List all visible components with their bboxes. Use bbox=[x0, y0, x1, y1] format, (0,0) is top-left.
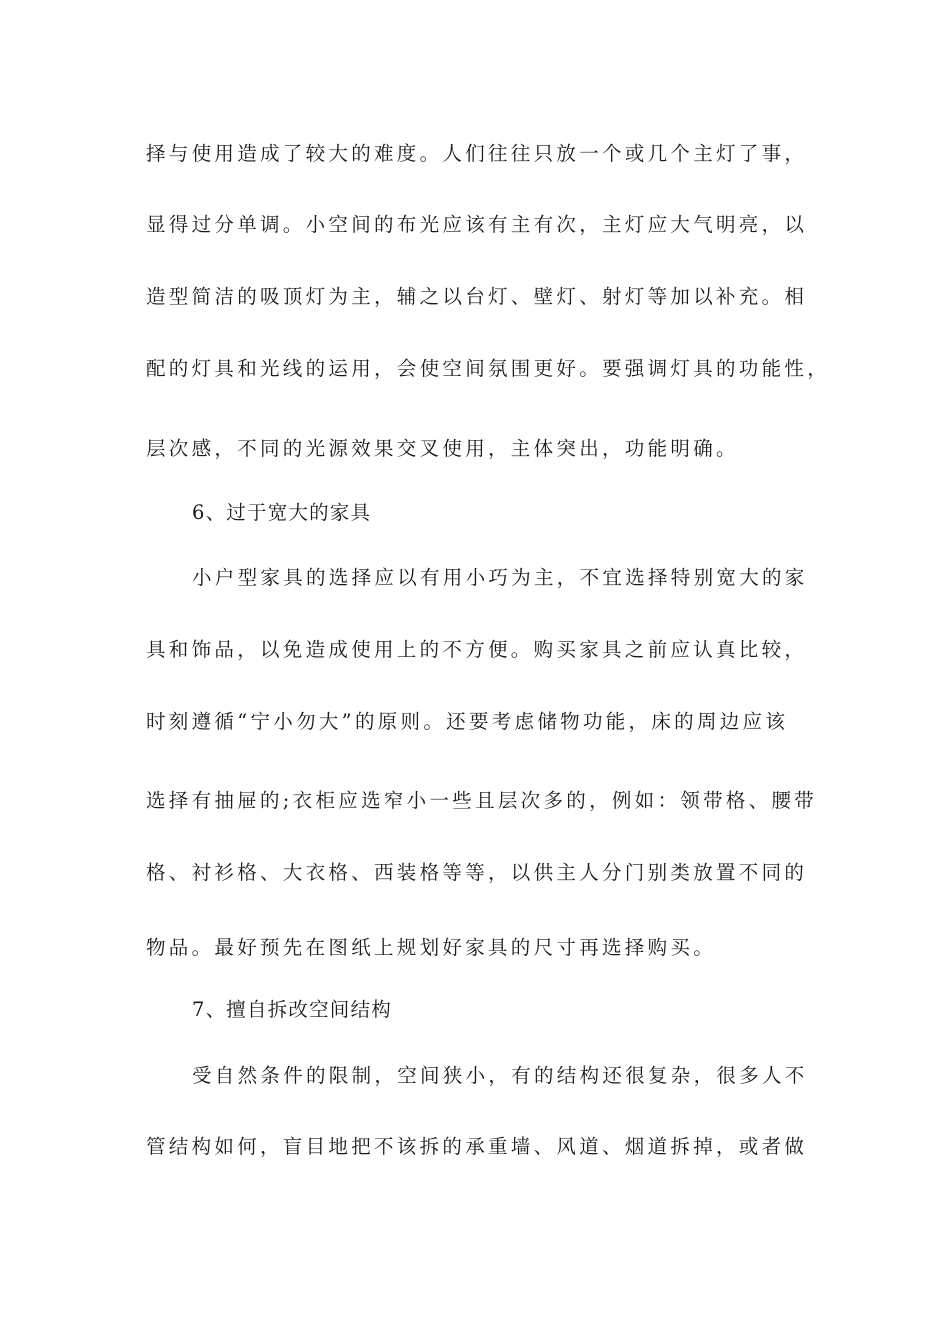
paragraph-line: 物品。最好预先在图纸上规划好家具的尺寸再选择购买。 bbox=[146, 936, 717, 959]
paragraph-line: 具和饰品，以免造成使用上的不方便。购买家具之前应认真比较， bbox=[146, 638, 808, 661]
paragraph-line: 显得过分单调。小空间的布光应该有主有次，主灯应大气明亮，以 bbox=[146, 213, 808, 236]
paragraph-line: 选择有抽屉的;衣柜应选窄小一些且层次多的，例如：领带格、腰带 bbox=[146, 789, 818, 812]
paragraph-line: 格、衬衫格、大衣格、西装格等等，以供主人分门别类放置不同的 bbox=[146, 861, 808, 884]
paragraph-line: 层次感，不同的光源效果交叉使用，主体突出，功能明确。 bbox=[146, 437, 739, 460]
paragraph-line: 受自然条件的限制，空间狭小，有的结构还很复杂，很多人不 bbox=[192, 1064, 808, 1087]
paragraph-line: 造型简洁的吸顶灯为主，辅之以台灯、壁灯、射灯等加以补充。相 bbox=[146, 285, 808, 308]
paragraph-line: 择与使用造成了较大的难度。人们往往只放一个或几个主灯了事， bbox=[146, 142, 808, 165]
section-heading-6: 6、过于宽大的家具 bbox=[192, 501, 372, 524]
section-heading-7: 7、擅自拆改空间结构 bbox=[192, 998, 392, 1021]
paragraph-line: 小户型家具的选择应以有用小巧为主，不宜选择特别宽大的家 bbox=[192, 566, 808, 589]
paragraph-line: 时刻遵循“宁小勿大”的原则。还要考虑储物功能，床的周边应该 bbox=[146, 710, 789, 733]
paragraph-line: 配的灯具和光线的运用，会使空间氛围更好。要强调灯具的功能性， bbox=[146, 357, 831, 380]
paragraph-line: 管结构如何，盲目地把不该拆的承重墙、风道、烟道拆掉，或者做 bbox=[146, 1135, 808, 1158]
